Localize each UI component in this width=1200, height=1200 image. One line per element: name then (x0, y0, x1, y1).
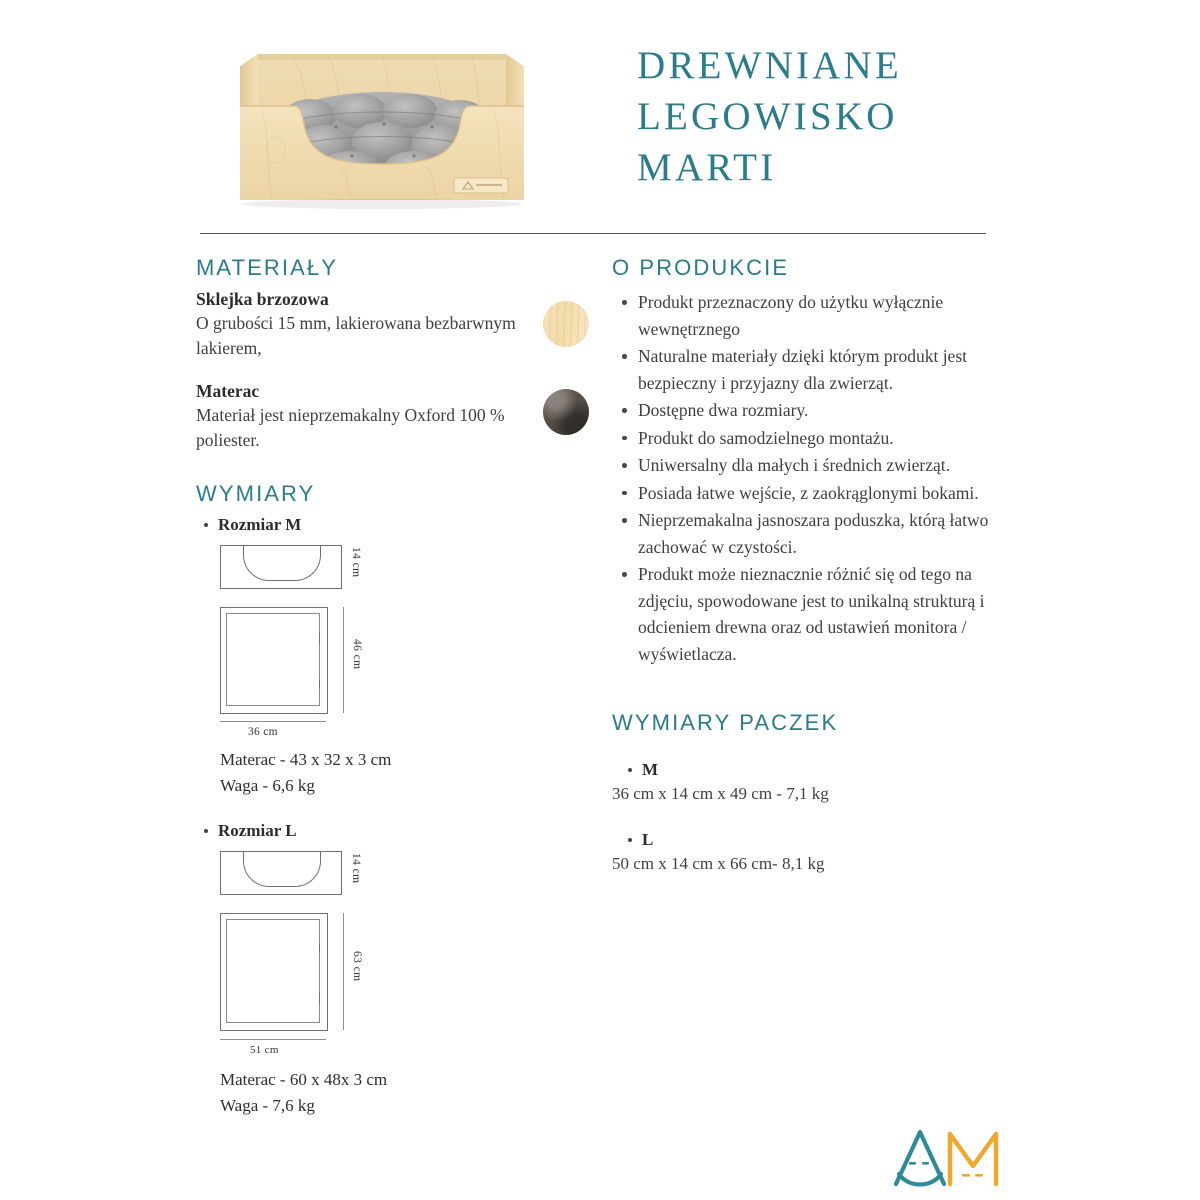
section-heading-dimensions: WYMIARY (196, 481, 316, 506)
package-l (612, 830, 1004, 874)
about-bullet: Posiada łatwe wejście, z zaokrąglonymi bokami. (638, 480, 1004, 507)
header-divider (200, 233, 986, 234)
size-l-depth-label: 63 cm (351, 951, 363, 982)
size-block-m (196, 515, 546, 799)
size-block-l (196, 821, 546, 1119)
product-photo (232, 32, 532, 224)
fabric-swatch (543, 389, 589, 435)
material-1-body: Materiał jest nieprzemakalny Oxford 100 % poliester. (196, 405, 505, 450)
about-bullet: Produkt przeznaczony do użytku wyłącznie wewnętrznego (638, 289, 1004, 342)
right-column (612, 255, 1004, 874)
title-line-2: LEGOWISKO (637, 95, 898, 138)
left-column (196, 255, 546, 1119)
package-l-value: 50 cm x 14 cm x 66 cm- 8,1 kg (612, 854, 825, 873)
package-m-label: M (642, 760, 1004, 780)
title-line-3: MARTI (637, 146, 777, 189)
material-0-body: O grubości 15 mm, lakierowana bezbarwnym lakierem, (196, 313, 516, 358)
material-0-title: Sklejka brzozowa (196, 289, 329, 309)
about-bullet: Uniwersalny dla małych i średnich zwierząt. (638, 452, 1004, 479)
size-l-weight: Waga - 7,6 kg (220, 1096, 315, 1115)
size-l-width-label: 51 cm (250, 1044, 279, 1056)
size-m-weight: Waga - 6,6 kg (220, 776, 315, 795)
size-m-mattress: Materac - 43 x 32 x 3 cm (220, 750, 392, 769)
size-m-width-label: 36 cm (248, 726, 278, 738)
about-bullet: Naturalne materiały dzięki którym produkt jest bezpieczny i przyjazny dla zwierząt. (638, 343, 1004, 396)
size-l-side-diagram (220, 851, 362, 895)
size-l-label: Rozmiar L (218, 821, 546, 841)
size-m-top-diagram (220, 607, 380, 738)
about-bullet: Dostępne dwa rozmiary. (638, 397, 1004, 424)
section-heading-about: O PRODUKCIE (612, 255, 790, 280)
material-1-title: Materac (196, 381, 260, 401)
about-bullet: Nieprzemakalna jasnoszara poduszka, którą łatwo zachować w czystości. (638, 507, 1004, 560)
about-bullet: Produkt może nieznacznie różnić się od tego na zdjęciu, spowodowane jest to unikalną strukturą i odcieniem drewna oraz od ustawień monitora / wyświetlacza. (638, 561, 1004, 667)
brand-logo (886, 1122, 1006, 1194)
header (0, 0, 1200, 233)
package-l-label: L (642, 830, 1004, 850)
section-heading-packages: WYMIARY PACZEK (612, 710, 839, 735)
size-l-side-height-label: 14 cm (350, 853, 362, 884)
about-bullet-list (612, 289, 1004, 667)
title-line-1: DREWNIANE (637, 44, 902, 87)
wood-swatch (543, 301, 589, 347)
size-m-label: Rozmiar M (218, 515, 546, 535)
size-l-top-diagram (220, 913, 380, 1056)
size-m-depth-label: 46 cm (351, 639, 363, 670)
about-bullet: Produkt do samodzielnego montażu. (638, 425, 1004, 452)
package-m-value: 36 cm x 14 cm x 49 cm - 7,1 kg (612, 784, 829, 803)
section-heading-materials: MATERIAŁY (196, 255, 338, 280)
size-m-side-diagram (220, 545, 362, 589)
size-m-side-height-label: 14 cm (350, 547, 362, 578)
package-m (612, 760, 1004, 804)
page-title (637, 40, 1037, 193)
am-logo-icon (886, 1122, 1006, 1194)
wooden-pet-bed-illustration (232, 32, 532, 224)
product-label-plate (454, 178, 508, 193)
size-l-mattress: Materac - 60 x 48x 3 cm (220, 1070, 388, 1089)
